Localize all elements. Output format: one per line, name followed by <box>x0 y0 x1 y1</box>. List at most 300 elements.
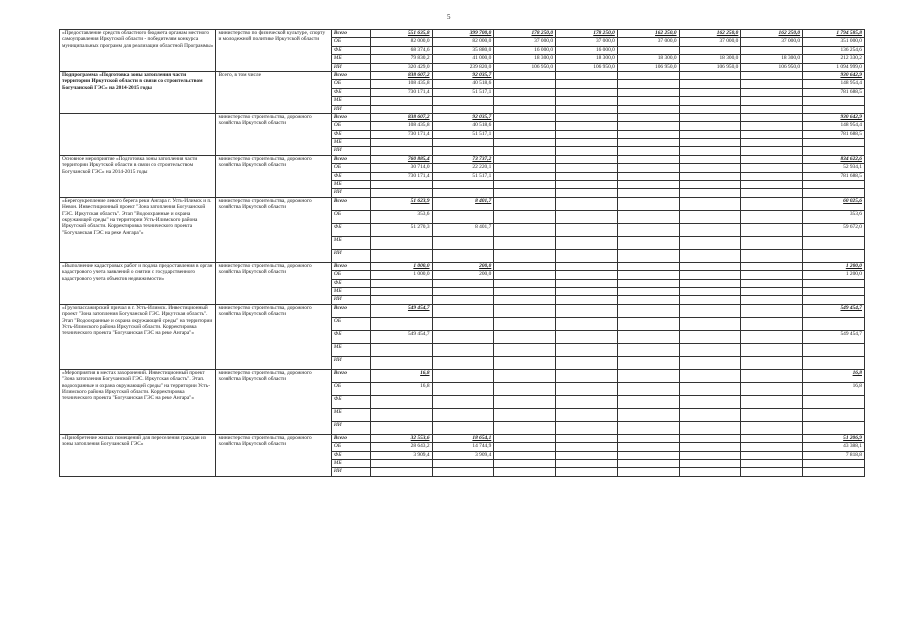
amount-cell: 16,8 <box>370 382 432 395</box>
amount-cell <box>617 223 679 236</box>
total-amount-cell <box>803 97 865 105</box>
amount-cell <box>741 249 803 262</box>
amount-cell <box>617 443 679 451</box>
amount-cell: 200,0 <box>432 271 494 279</box>
funding-source: ФБ <box>331 279 370 287</box>
total-amount-cell <box>803 287 865 295</box>
amount-cell <box>741 197 803 210</box>
amount-cell <box>370 105 432 113</box>
amount-cell <box>494 147 556 155</box>
amount-cell: 549 454,7 <box>370 330 432 343</box>
amount-cell <box>617 304 679 317</box>
amount-cell: 51 517,1 <box>432 130 494 138</box>
amount-cell <box>741 317 803 330</box>
amount-cell <box>432 181 494 189</box>
amount-cell: 239 820,0 <box>432 63 494 71</box>
amount-cell: 73 737,2 <box>432 155 494 163</box>
amount-cell: 18 654,1 <box>432 434 494 442</box>
funding-source: МБ <box>331 55 370 63</box>
amount-cell <box>494 130 556 138</box>
total-amount-cell: 781 688,5 <box>803 130 865 138</box>
responsible-executor: министерство строительства, дорожного хозяйства Иркутской области <box>216 369 331 434</box>
page-number: 5 <box>447 13 451 21</box>
amount-cell: 1 000,0 <box>370 271 432 279</box>
amount-cell <box>679 468 741 476</box>
table-row <box>60 30 865 38</box>
funding-source: Всего <box>331 113 370 121</box>
table-row <box>60 369 865 382</box>
amount-cell <box>679 434 741 442</box>
amount-cell: 37 000,0 <box>617 38 679 46</box>
amount-cell <box>617 88 679 96</box>
amount-cell <box>741 408 803 421</box>
amount-cell <box>494 343 556 356</box>
total-amount-cell <box>803 279 865 287</box>
amount-cell <box>494 236 556 249</box>
funding-source: ОБ <box>331 80 370 88</box>
amount-cell <box>617 172 679 180</box>
amount-cell <box>494 271 556 279</box>
amount-cell <box>741 369 803 382</box>
amount-cell <box>432 468 494 476</box>
total-amount-cell <box>803 181 865 189</box>
total-amount-cell: 834 622,6 <box>803 155 865 163</box>
amount-cell: 51 623,9 <box>370 197 432 210</box>
funding-source: Всего <box>331 304 370 317</box>
amount-cell <box>556 80 618 88</box>
total-amount-cell: 7 818,8 <box>803 451 865 459</box>
amount-cell <box>432 330 494 343</box>
amount-cell <box>617 262 679 270</box>
funding-source: МБ <box>331 343 370 356</box>
amount-cell <box>617 459 679 467</box>
funding-source: ФБ <box>331 172 370 180</box>
amount-cell <box>556 451 618 459</box>
amount-cell <box>617 468 679 476</box>
amount-cell: 37 000,0 <box>741 38 803 46</box>
amount-cell <box>556 189 618 197</box>
amount-cell <box>370 279 432 287</box>
amount-cell: 22 220,1 <box>432 164 494 172</box>
amount-cell <box>556 395 618 408</box>
total-amount-cell: 1 794 585,8 <box>803 30 865 38</box>
total-amount-cell: 52 934,1 <box>803 164 865 172</box>
amount-cell <box>556 434 618 442</box>
amount-cell <box>556 317 618 330</box>
amount-cell <box>432 147 494 155</box>
table-row <box>60 71 865 79</box>
amount-cell: 551 635,8 <box>370 30 432 38</box>
amount-cell <box>617 296 679 304</box>
amount-cell <box>494 356 556 369</box>
amount-cell <box>679 147 741 155</box>
amount-cell <box>679 317 741 330</box>
amount-cell <box>741 236 803 249</box>
funding-source: ОБ <box>331 210 370 223</box>
amount-cell <box>679 304 741 317</box>
amount-cell <box>617 139 679 147</box>
amount-cell <box>617 451 679 459</box>
amount-cell <box>494 122 556 130</box>
amount-cell: 32 553,6 <box>370 434 432 442</box>
activity-name: «Приобретение жилых помещений для переселения граждан из зоны затопления Богучанской ГЭС» <box>60 434 216 476</box>
amount-cell: 399 700,0 <box>432 30 494 38</box>
amount-cell <box>494 296 556 304</box>
amount-cell: 106 950,0 <box>741 63 803 71</box>
amount-cell <box>494 459 556 467</box>
funding-source: ОБ <box>331 443 370 451</box>
total-amount-cell: 148 954,4 <box>803 122 865 130</box>
amount-cell <box>432 210 494 223</box>
amount-cell <box>741 147 803 155</box>
responsible-executor: министерство строительства, дорожного хозяйства Иркутской области <box>216 113 331 155</box>
funding-source: ФБ <box>331 223 370 236</box>
amount-cell <box>432 287 494 295</box>
amount-cell <box>370 459 432 467</box>
table-row <box>60 155 865 163</box>
funding-source: ИИ <box>331 249 370 262</box>
amount-cell: 549 454,7 <box>370 304 432 317</box>
amount-cell <box>679 262 741 270</box>
amount-cell: 838 607,2 <box>370 71 432 79</box>
amount-cell <box>494 71 556 79</box>
amount-cell <box>494 155 556 163</box>
amount-cell <box>556 382 618 395</box>
funding-source: Всего <box>331 262 370 270</box>
amount-cell <box>741 105 803 113</box>
amount-cell <box>494 197 556 210</box>
amount-cell <box>370 189 432 197</box>
amount-cell <box>679 189 741 197</box>
amount-cell <box>494 279 556 287</box>
funding-source: ИИ <box>331 356 370 369</box>
amount-cell <box>741 451 803 459</box>
funding-source: МБ <box>331 287 370 295</box>
amount-cell <box>370 236 432 249</box>
amount-cell <box>617 395 679 408</box>
funding-source: МБ <box>331 97 370 105</box>
amount-cell <box>741 468 803 476</box>
amount-cell <box>741 434 803 442</box>
amount-cell <box>741 172 803 180</box>
funding-source: ФБ <box>331 46 370 54</box>
amount-cell <box>432 369 494 382</box>
total-amount-cell: 59 672,0 <box>803 223 865 236</box>
amount-cell <box>679 105 741 113</box>
table-row <box>60 197 865 210</box>
amount-cell <box>741 443 803 451</box>
activity-name: Основное мероприятие «Подготовка зоны затопления части территории Иркутской области в связи со строительством Богучанской ГЭС» на 2014-2015 годы <box>60 155 216 197</box>
amount-cell <box>741 304 803 317</box>
total-amount-cell <box>803 236 865 249</box>
amount-cell <box>741 155 803 163</box>
funding-source: ОБ <box>331 271 370 279</box>
amount-cell <box>617 46 679 54</box>
amount-cell <box>370 395 432 408</box>
amount-cell <box>494 382 556 395</box>
amount-cell <box>494 249 556 262</box>
amount-cell <box>494 80 556 88</box>
amount-cell <box>617 369 679 382</box>
amount-cell <box>617 80 679 88</box>
amount-cell <box>679 71 741 79</box>
amount-cell <box>679 330 741 343</box>
amount-cell: 106 950,0 <box>617 63 679 71</box>
total-amount-cell <box>803 105 865 113</box>
amount-cell <box>679 443 741 451</box>
amount-cell <box>679 279 741 287</box>
amount-cell <box>741 189 803 197</box>
amount-cell <box>432 97 494 105</box>
amount-cell: 40 518,6 <box>432 80 494 88</box>
amount-cell <box>432 249 494 262</box>
amount-cell <box>370 97 432 105</box>
amount-cell: 37 000,0 <box>679 38 741 46</box>
amount-cell <box>679 80 741 88</box>
total-amount-cell: 16,8 <box>803 382 865 395</box>
amount-cell <box>432 139 494 147</box>
amount-cell <box>432 408 494 421</box>
amount-cell <box>494 223 556 236</box>
amount-cell <box>432 356 494 369</box>
amount-cell: 760 885,4 <box>370 155 432 163</box>
amount-cell <box>741 271 803 279</box>
amount-cell: 353,6 <box>370 210 432 223</box>
amount-cell <box>556 443 618 451</box>
funding-source: ФБ <box>331 395 370 408</box>
amount-cell <box>617 210 679 223</box>
amount-cell: 18 300,0 <box>741 55 803 63</box>
amount-cell <box>556 304 618 317</box>
amount-cell <box>679 197 741 210</box>
amount-cell <box>617 271 679 279</box>
amount-cell: 30 714,0 <box>370 164 432 172</box>
amount-cell: 320 429,0 <box>370 63 432 71</box>
amount-cell <box>617 330 679 343</box>
responsible-executor: министерство строительства, дорожного хозяйства Иркутской области <box>216 434 331 476</box>
funding-table <box>59 29 865 477</box>
amount-cell <box>617 382 679 395</box>
amount-cell <box>679 155 741 163</box>
funding-source: Всего <box>331 434 370 442</box>
total-amount-cell: 136 254,6 <box>803 46 865 54</box>
amount-cell <box>494 468 556 476</box>
amount-cell <box>556 296 618 304</box>
amount-cell <box>370 296 432 304</box>
amount-cell <box>556 369 618 382</box>
amount-cell <box>432 421 494 434</box>
amount-cell <box>494 421 556 434</box>
amount-cell <box>556 139 618 147</box>
responsible-executor: министерство строительства, дорожного хозяйства Иркутской области <box>216 304 331 369</box>
amount-cell <box>617 343 679 356</box>
amount-cell <box>679 271 741 279</box>
amount-cell <box>494 395 556 408</box>
total-amount-cell <box>803 408 865 421</box>
amount-cell <box>741 395 803 408</box>
total-amount-cell: 781 688,5 <box>803 172 865 180</box>
amount-cell <box>494 105 556 113</box>
funding-source: МБ <box>331 181 370 189</box>
amount-cell: 108 435,8 <box>370 80 432 88</box>
amount-cell <box>432 105 494 113</box>
activity-name: «Мероприятия в местах захоронений. Инвестиционный проект "Зона затопления Богучанской ГЭС. Иркутская область". Этап. водоохранные и охрана окружающей среды" на территории Усть-Илимского района Иркутской области. Корректировка технического проекта "Богучанская ГЭС на реке Ангара"» <box>60 369 216 434</box>
amount-cell <box>432 382 494 395</box>
amount-cell <box>741 130 803 138</box>
amount-cell <box>556 164 618 172</box>
total-amount-cell <box>803 468 865 476</box>
total-amount-cell <box>803 459 865 467</box>
total-amount-cell: 353,6 <box>803 210 865 223</box>
amount-cell: 106 950,0 <box>556 63 618 71</box>
amount-cell: 106 950,0 <box>494 63 556 71</box>
amount-cell <box>679 210 741 223</box>
total-amount-cell: 930 642,9 <box>803 71 865 79</box>
total-amount-cell: 351 000,0 <box>803 38 865 46</box>
amount-cell <box>556 105 618 113</box>
amount-cell <box>556 356 618 369</box>
amount-cell: 82 000,0 <box>370 38 432 46</box>
table-row <box>60 262 865 270</box>
amount-cell <box>494 164 556 172</box>
amount-cell <box>741 113 803 121</box>
amount-cell <box>679 421 741 434</box>
amount-cell <box>556 122 618 130</box>
amount-cell <box>494 181 556 189</box>
amount-cell: 838 607,2 <box>370 113 432 121</box>
amount-cell <box>556 172 618 180</box>
amount-cell <box>741 97 803 105</box>
amount-cell <box>370 343 432 356</box>
amount-cell <box>432 296 494 304</box>
amount-cell: 18 300,0 <box>617 55 679 63</box>
amount-cell: 37 000,0 <box>556 38 618 46</box>
funding-source: Всего <box>331 155 370 163</box>
total-amount-cell: 148 954,4 <box>803 80 865 88</box>
amount-cell <box>741 122 803 130</box>
amount-cell <box>617 105 679 113</box>
amount-cell <box>617 236 679 249</box>
amount-cell <box>370 249 432 262</box>
amount-cell <box>494 287 556 295</box>
amount-cell: 162 250,0 <box>679 30 741 38</box>
amount-cell <box>617 147 679 155</box>
amount-cell <box>432 304 494 317</box>
amount-cell <box>679 130 741 138</box>
amount-cell <box>679 88 741 96</box>
amount-cell <box>556 468 618 476</box>
amount-cell <box>679 236 741 249</box>
amount-cell <box>556 88 618 96</box>
amount-cell <box>494 210 556 223</box>
amount-cell <box>617 181 679 189</box>
amount-cell: 40 518,6 <box>432 122 494 130</box>
amount-cell: 35 880,0 <box>432 46 494 54</box>
amount-cell <box>741 88 803 96</box>
amount-cell: 79 830,2 <box>370 55 432 63</box>
amount-cell <box>741 262 803 270</box>
total-amount-cell <box>803 421 865 434</box>
amount-cell <box>432 236 494 249</box>
amount-cell <box>617 287 679 295</box>
activity-name: «Грузопассажирский причал в г. Усть-Илимск. Инвестиционный проект "Зона затопления Богучанской ГЭС. Иркутская область". Этап "Водоохранные и охрана окружающей среды" на территории Усть-Илимского района Иркутской области. Корректировка технического проекта "Богучанская ГЭС на реке Ангара"» <box>60 304 216 369</box>
amount-cell <box>617 317 679 330</box>
total-amount-cell <box>803 343 865 356</box>
amount-cell <box>679 223 741 236</box>
amount-cell <box>679 408 741 421</box>
amount-cell <box>494 262 556 270</box>
amount-cell <box>679 122 741 130</box>
amount-cell <box>494 172 556 180</box>
amount-cell <box>494 113 556 121</box>
amount-cell <box>370 356 432 369</box>
amount-cell <box>741 279 803 287</box>
amount-cell <box>741 223 803 236</box>
amount-cell <box>432 395 494 408</box>
amount-cell <box>494 434 556 442</box>
amount-cell <box>741 210 803 223</box>
amount-cell <box>741 71 803 79</box>
amount-cell: 178 250,0 <box>556 30 618 38</box>
amount-cell <box>679 395 741 408</box>
total-amount-cell <box>803 147 865 155</box>
funding-source: ИИ <box>331 147 370 155</box>
amount-cell: 200,0 <box>432 262 494 270</box>
amount-cell: 37 000,0 <box>494 38 556 46</box>
amount-cell <box>679 287 741 295</box>
funding-source: ИИ <box>331 63 370 71</box>
total-amount-cell <box>803 395 865 408</box>
amount-cell <box>556 155 618 163</box>
amount-cell: 51 517,1 <box>432 88 494 96</box>
total-amount-cell: 16,8 <box>803 369 865 382</box>
amount-cell <box>617 249 679 262</box>
amount-cell: 82 000,0 <box>432 38 494 46</box>
amount-cell <box>494 451 556 459</box>
total-amount-cell: 1 094 999,0 <box>803 63 865 71</box>
amount-cell <box>556 287 618 295</box>
amount-cell <box>556 343 618 356</box>
amount-cell <box>679 343 741 356</box>
amount-cell <box>617 189 679 197</box>
funding-source: ОБ <box>331 382 370 395</box>
amount-cell <box>556 421 618 434</box>
amount-cell <box>679 451 741 459</box>
amount-cell <box>617 356 679 369</box>
amount-cell <box>370 317 432 330</box>
amount-cell <box>556 223 618 236</box>
amount-cell <box>741 46 803 54</box>
amount-cell <box>556 71 618 79</box>
activity-name: «Берегоукрепление левого берега реки Ангара г. Усть-Илимск и п. Невон. Инвестиционный проект "Зона затопления Богучанской ГЭС. Иркутская область". Этап "Водоохранные и охрана окружающей среды" на территории Усть-Илимского района Иркутской области. Корректировка технического проекта "Богучанская ГЭС на реке Ангара"» <box>60 197 216 262</box>
amount-cell: 16,8 <box>370 369 432 382</box>
funding-source: ИИ <box>331 296 370 304</box>
funding-source: МБ <box>331 459 370 467</box>
amount-cell <box>432 189 494 197</box>
amount-cell <box>494 97 556 105</box>
amount-cell: 18 300,0 <box>494 55 556 63</box>
amount-cell <box>679 181 741 189</box>
amount-cell <box>370 147 432 155</box>
amount-cell <box>617 197 679 210</box>
amount-cell <box>741 421 803 434</box>
funding-source: ИИ <box>331 421 370 434</box>
amount-cell <box>494 189 556 197</box>
amount-cell <box>556 210 618 223</box>
amount-cell: 18 300,0 <box>679 55 741 63</box>
responsible-executor: министерство строительства, дорожного хозяйства Иркутской области <box>216 155 331 197</box>
amount-cell: 106 950,0 <box>679 63 741 71</box>
